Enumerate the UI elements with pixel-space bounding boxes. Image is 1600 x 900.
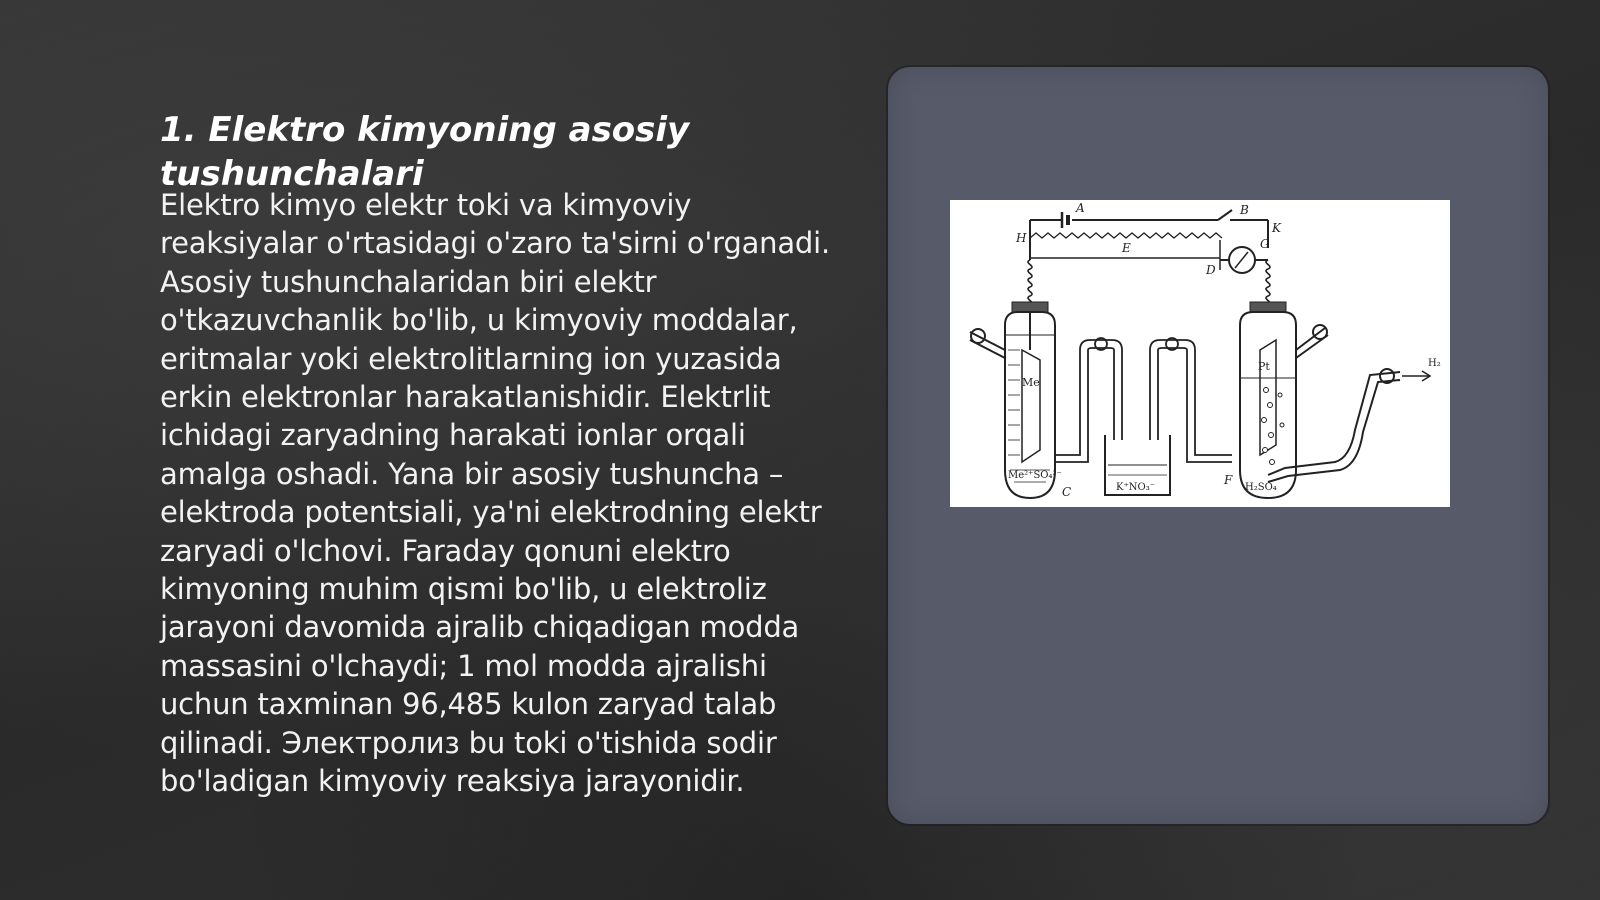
battery-icon — [1062, 212, 1068, 228]
slide-title: 1. Elektro kimyoning asosiy tushunchalari — [160, 110, 690, 194]
left-electrode-vessel — [970, 302, 1055, 498]
electrochemical-cell-diagram — [950, 200, 1450, 507]
spring-coils — [1028, 260, 1270, 305]
label-c: C — [1062, 485, 1072, 499]
salt-bridge-tubes — [1055, 338, 1232, 462]
label-left-solution: Me²⁺SO₄²⁻ — [1008, 470, 1062, 481]
label-middle-solution: K⁺NO₃⁻ — [1116, 482, 1155, 493]
label-me: Me — [1022, 376, 1040, 389]
label-right-solution: H₂SO₄ — [1245, 482, 1277, 493]
slide-body-text: Elektro kimyo elektr toki va kimyoviy reaksiyalar o'rtasidagi o'zaro ta'sirni o'rganadi. Asosiy tushunchalaridan biri elektr o'tkazuvchanlik bo'lib, u kimyoviy moddalar, eritmalar yoki elektrolitlarning ion yuzasida erkin elektronlar harakatlanishidir. Elektrlit ichidagi zaryadning harakati ionlar orqali amalga oshadi. Yana bir asosiy tushuncha – elektroda potentsiali, ya'ni elektrodning elektr zaryadi o'lchovi. Faraday qonuni elektro kimyoning muhim qismi bo'lib, u elektroliz jarayoni davomida ajralib chiqadigan modda massasini o'lchaydi; 1 mol modda ajralishi uchun taxminan 96,485 kulon zaryad talab qilinadi. Электролиз bu toki o'tishida sodir bo'ladigan kimyoviy reaksiya jarayonidir. — [160, 188, 831, 799]
label-f: F — [1224, 473, 1233, 487]
label-h: H — [1016, 231, 1027, 245]
label-b: B — [1240, 203, 1249, 217]
circuit-wires — [1030, 210, 1268, 270]
rheostat-coil — [1030, 233, 1222, 238]
right-electrode-vessel — [1240, 302, 1430, 498]
label-pt: Pt — [1258, 360, 1270, 373]
label-k: K — [1272, 221, 1281, 235]
label-e: E — [1122, 241, 1131, 255]
label-a: A — [1076, 201, 1085, 215]
label-g: G — [1260, 237, 1270, 251]
label-d: D — [1206, 263, 1216, 277]
label-gas-inlet: H₂ — [1428, 358, 1441, 369]
